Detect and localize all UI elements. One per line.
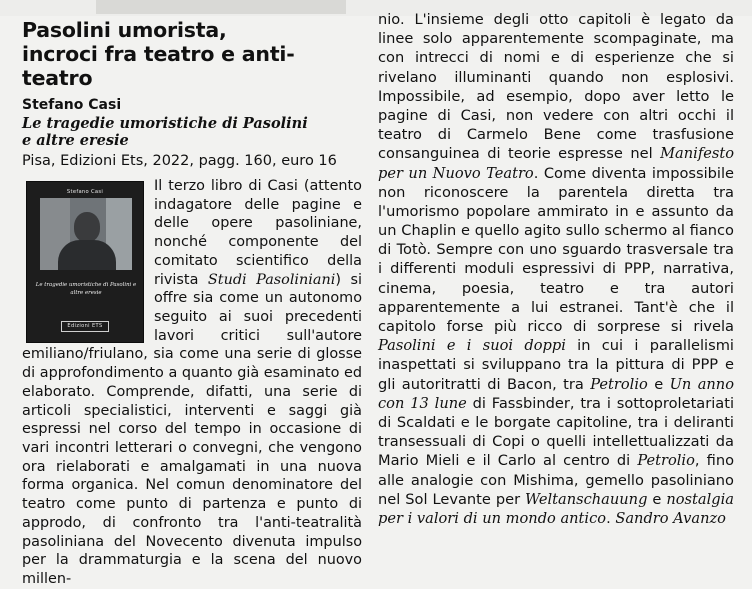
right-body-part-8: . xyxy=(606,509,616,527)
left-body-italic-1: Studi Pasoliniani xyxy=(207,271,336,288)
title-line-2: incroci fra teatro e anti-teatro xyxy=(22,42,295,91)
right-body-part-6: , fino alle analogie con Mishima, gemello pasoliniano nel Sol Levante per xyxy=(378,452,735,508)
reviewed-book-title xyxy=(22,115,362,150)
right-body-part-3: in cui i parallelismi inaspettati si sviluppano tra la pittura di PPP e gli autoritratti di Bacon, tra xyxy=(378,337,734,393)
right-body-italic-6: Weltanschauung xyxy=(525,490,648,508)
left-column xyxy=(22,18,362,589)
right-body-part-1: nio. L'insieme degli otto capitoli è legato da linee solo apparentemente scompaginate, ma con intrecci di nomi e di esperienze che si rivelano illuminanti quando non esplosivi. Impossibile, ad esempio, dopo aver letto le pagine di Casi, non vedere con altri occhi il teatro di Carmelo Bene come trasfusione consanguinea di teorie espresse nel xyxy=(378,11,734,163)
left-body-part-2: ) si offre sia come un autonomo seguito ai suoi precedenti lavori critici sull'autore emiliano/friulano, sia come una serie di glosse di approfondimento a quanto già esaminato ed elaborato. Comprende, difatti, una serie di articoli specialistici, interventi e saggi già espressi nel corso del tempo in occasione di vari incontri letterari o convegni, che vengono ora rielaborati e amalgamati in una nuova forma organica. Nel comun denominatore del teatro come punto di partenza e punto di approdo, di confronto tra l'anti-teatralità pasoliniana del Novecento divenuta impulso per la drammaturgia e la scena del nuovo millen- xyxy=(22,271,362,588)
cover-photo-shoulders xyxy=(58,240,116,270)
right-body-part-2: . Come diventa impossibile non riconoscere la parentela diretta tra l'umorismo popolare ammirato in e assunto da un Chaplin e quello agito sullo schermo al fianco di Totò. Sempre con uno sguardo trasversale tra i differenti moduli espressivi di PPP, narrativa, cinema, poesia, teatro e tra autori apparentemente a lui estranei. Tant'è che il capitolo forse più ricco di sorprese si rivela xyxy=(378,164,734,335)
page-top-bleed-band xyxy=(96,0,346,14)
right-body-italic-3: Petrolio xyxy=(590,375,648,393)
publication-info: Pisa, Edizioni Ets, 2022, pagg. 160, euro 16 xyxy=(22,152,337,169)
right-body-italic-2: Pasolini e i suoi doppi xyxy=(378,337,566,355)
cover-photo xyxy=(40,198,132,270)
book-title-line-2: e altre eresie xyxy=(22,132,129,150)
cover-publisher xyxy=(27,314,143,333)
right-column-body xyxy=(378,10,734,528)
cover-author-label: Stefano Casi xyxy=(66,188,104,195)
left-body-part-1: Il terzo libro di Casi (attento indagatore delle pagine e delle opere pasoliniane, nonché componente del comitato scientifico della rivista xyxy=(154,177,362,288)
right-body-part-5: di Fassbinder, tra i sottoproletariati di Scaldati e le borgate capitoline, tra i deliranti transessuali di Copi o quelli intellettualizzati da Mario Mieli e il Carlo al centro di xyxy=(378,394,735,470)
cover-title-label: Le tragedie umoristiche di Pasolini e altre eresie xyxy=(35,281,137,296)
left-column-body xyxy=(22,177,362,589)
right-body-part-4: e xyxy=(647,375,670,393)
right-body-italic-7: nostalgia per i valori di un mondo antico xyxy=(378,490,734,527)
right-body-part-7: e xyxy=(647,490,667,508)
title-line-1: Pasolini umorista, xyxy=(22,18,227,42)
page-title xyxy=(22,18,362,91)
column-divider xyxy=(368,14,369,562)
cover-publisher-label: Edizioni ETS xyxy=(61,321,108,333)
article-signature: Sandro Avanzo xyxy=(615,509,726,527)
book-title-line-1: Le tragedie umoristiche di Pasolini xyxy=(22,114,308,132)
article-author: Stefano Casi xyxy=(22,96,122,113)
right-body-italic-5: Petrolio xyxy=(637,452,695,470)
right-body-italic-1: Manifesto per un Nuovo Teatro xyxy=(378,145,734,182)
cover-photo-head xyxy=(74,212,100,242)
right-column xyxy=(378,10,734,528)
right-body-italic-4: Un anno con 13 lune xyxy=(378,375,734,412)
book-cover-image xyxy=(26,181,144,343)
